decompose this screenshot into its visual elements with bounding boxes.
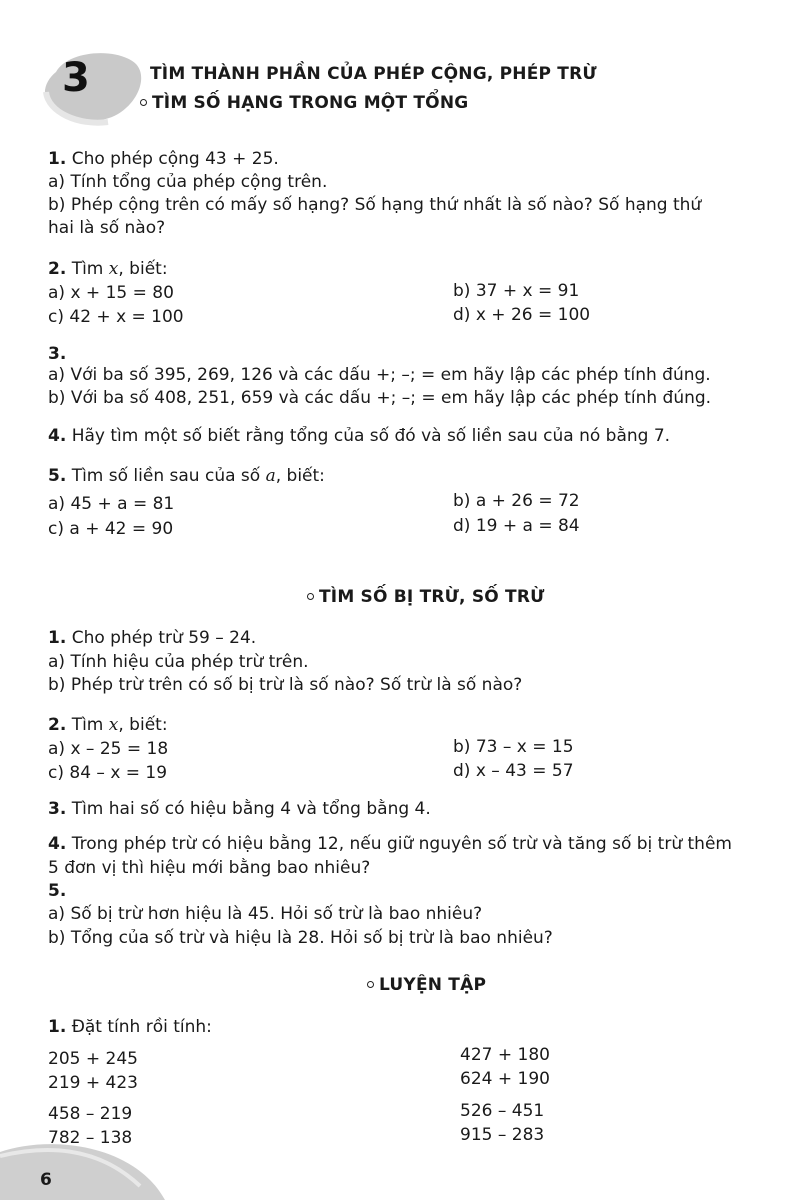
s1-e5-d: d) 19 + a = 84: [453, 516, 580, 536]
s1-e5: 5. Tìm số liền sau của số a, biết:: [48, 466, 325, 486]
page-corner-decoration: [0, 1130, 170, 1200]
s2-e1-a: a) Tính hiệu của phép trừ trên.: [48, 652, 309, 672]
calc-item: 205 + 245: [48, 1049, 138, 1069]
s2-e2-d: d) x – 43 = 57: [453, 761, 574, 781]
calc-item: 782 – 138: [48, 1128, 133, 1148]
calc-item: 624 + 190: [460, 1069, 550, 1089]
bullet-icon: [140, 99, 147, 106]
s1-e5-c: c) a + 42 = 90: [48, 519, 174, 539]
s2-e5-b: b) Tổng của số trừ và hiệu là 28. Hỏi số bị trừ là bao nhiêu?: [48, 928, 553, 948]
s1-e2-a: a) x + 15 = 80: [48, 283, 174, 303]
s1-e3-b: b) Với ba số 408, 251, 659 và các dấu +; –; = em hãy lập các phép tính đúng.: [48, 388, 712, 408]
calc-item: 219 + 423: [48, 1073, 138, 1093]
calc-item: 458 – 219: [48, 1104, 133, 1124]
chapter-title-line1: TÌM THÀNH PHẦN CỦA PHÉP CỘNG, PHÉP TRỪ: [150, 64, 597, 84]
page-number: 6: [40, 1170, 52, 1190]
chapter-number: 3: [62, 55, 90, 101]
s2-e2: 2. Tìm x, biết:: [48, 715, 168, 735]
s2-e2-a: a) x – 25 = 18: [48, 739, 169, 759]
calc-item: 526 – 451: [460, 1101, 545, 1121]
section-title-1: TÌM SỐ HẠNG TRONG MỘT TỔNG: [140, 93, 468, 113]
s1-e3: 3.: [48, 344, 67, 364]
s2-e5-a: a) Số bị trừ hơn hiệu là 45. Hỏi số trừ là bao nhiêu?: [48, 904, 483, 924]
s2-e2-b: b) 73 – x = 15: [453, 737, 574, 757]
s2-e4-cont: 5 đơn vị thì hiệu mới bằng bao nhiêu?: [48, 858, 371, 878]
s2-e4: 4. Trong phép trừ có hiệu bằng 12, nếu giữ nguyên số trừ và tăng số bị trừ thêm: [48, 834, 732, 854]
s1-e1: 1. Cho phép cộng 43 + 25.: [48, 149, 279, 169]
s1-e5-a: a) 45 + a = 81: [48, 494, 175, 514]
s2-e5: 5.: [48, 881, 67, 901]
s2-e1-b: b) Phép trừ trên có số bị trừ là số nào? Số trừ là số nào?: [48, 675, 523, 695]
bullet-icon: [307, 593, 314, 600]
s3-e1: 1. Đặt tính rồi tính:: [48, 1017, 212, 1037]
chapter-badge: [38, 42, 148, 127]
s1-e2-d: d) x + 26 = 100: [453, 305, 591, 325]
s1-e4: 4. Hãy tìm một số biết rằng tổng của số đó và số liền sau của nó bằng 7.: [48, 426, 671, 446]
bullet-icon: [367, 981, 374, 988]
s1-e2-c: c) 42 + x = 100: [48, 307, 184, 327]
s1-e3-a: a) Với ba số 395, 269, 126 và các dấu +; –; = em hãy lập các phép tính đúng.: [48, 365, 711, 385]
s1-e2-b: b) 37 + x = 91: [453, 281, 580, 301]
s2-e2-c: c) 84 – x = 19: [48, 763, 168, 783]
section-title-2: TÌM SỐ BỊ TRỪ, SỐ TRỪ: [307, 587, 545, 607]
calc-item: 915 – 283: [460, 1125, 545, 1145]
s1-e1-b2: hai là số nào?: [48, 218, 166, 238]
calc-item: 427 + 180: [460, 1045, 550, 1065]
s2-e1: 1. Cho phép trừ 59 – 24.: [48, 628, 257, 648]
section-title-3: LUYỆN TẬP: [367, 975, 486, 995]
s1-e2: 2. Tìm x, biết:: [48, 259, 168, 279]
s1-e1-b1: b) Phép cộng trên có mấy số hạng? Số hạng thứ nhất là số nào? Số hạng thứ: [48, 195, 702, 215]
s1-e1-a: a) Tính tổng của phép cộng trên.: [48, 172, 328, 192]
s2-e3: 3. Tìm hai số có hiệu bằng 4 và tổng bằng 4.: [48, 799, 431, 819]
s1-e5-b: b) a + 26 = 72: [453, 491, 580, 511]
